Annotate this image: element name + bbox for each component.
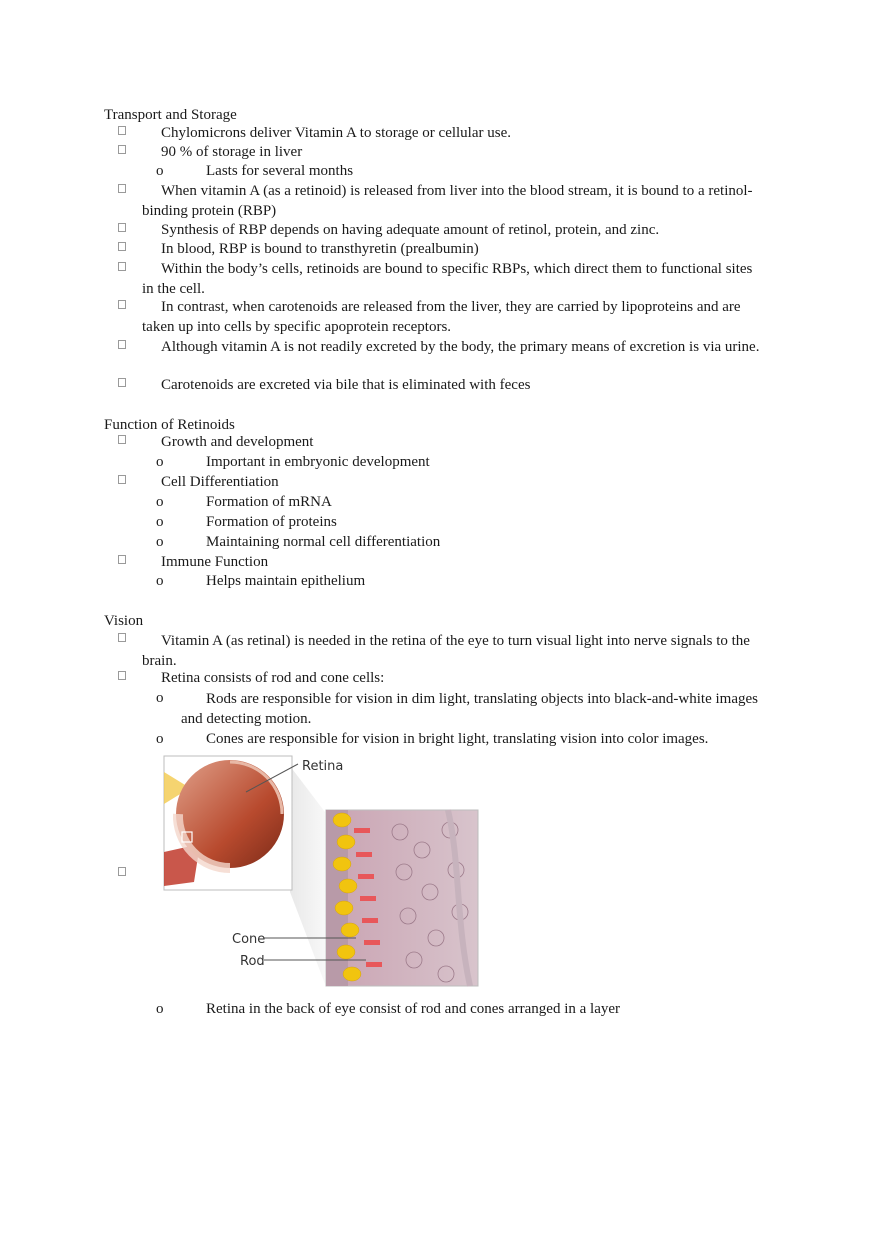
bullet-box: [118, 633, 126, 642]
label-cone: Cone: [232, 932, 266, 947]
sub-list-item: Formation of mRNA: [206, 494, 332, 510]
list-item: Within the body’s cells, retinoids are bound to specific RBPs, which direct them to functional sites in the cell.: [142, 261, 753, 297]
list-item: Retina consists of rod and cone cells:: [161, 670, 385, 686]
list-item: Vitamin A (as retinal) is needed in the retina of the eye to turn visual light into nerve signals to the brain.: [142, 633, 750, 669]
sub-bullet-marker: o: [156, 690, 164, 706]
label-rod: Rod: [240, 954, 265, 969]
bullet-box: [118, 223, 126, 232]
label-retina: Retina: [302, 759, 344, 774]
sub-bullet-marker: o: [156, 534, 164, 550]
sub-list-item: Retina in the back of eye consist of rod and cones arranged in a layer: [206, 1001, 621, 1017]
list-item: 90 % of storage in liver: [161, 144, 303, 160]
section-title-transport: Transport and Storage: [104, 107, 237, 123]
bullet-box: [118, 555, 126, 564]
bullet-box: [118, 435, 126, 444]
section-title-vision: Vision: [104, 613, 144, 629]
bullet-box: [118, 671, 126, 680]
sub-list-item: Helps maintain epithelium: [206, 573, 366, 589]
sub-bullet-marker: o: [156, 1001, 164, 1017]
sub-list-item: Lasts for several months: [206, 163, 354, 179]
sub-bullet-marker: o: [156, 163, 164, 179]
bullet-box: [118, 867, 126, 876]
bullet-box: [118, 126, 126, 135]
bullet-box: [118, 300, 126, 309]
list-item: Although vitamin A is not readily excreted by the body, the primary means of excretion is via urine.: [161, 339, 760, 355]
section-title-function: Function of Retinoids: [104, 417, 235, 433]
sub-list-item: Maintaining normal cell differentiation: [206, 534, 441, 550]
sub-bullet-marker: o: [156, 731, 164, 747]
sub-bullet-marker: o: [156, 573, 164, 589]
bullet-box: [118, 340, 126, 349]
bullet-box: [118, 475, 126, 484]
list-item: Immune Function: [161, 554, 269, 570]
retina-figure: [160, 752, 520, 992]
sub-bullet-marker: o: [156, 454, 164, 470]
bullet-box: [118, 378, 126, 387]
bullet-box: [118, 242, 126, 251]
list-item: Chylomicrons deliver Vitamin A to storage or cellular use.: [161, 125, 512, 141]
list-item: Synthesis of RBP depends on having adequate amount of retinol, protein, and zinc.: [161, 222, 660, 238]
bullet-box: [118, 184, 126, 193]
sub-bullet-marker: o: [156, 494, 164, 510]
list-item: When vitamin A (as a retinoid) is released from liver into the blood stream, it is bound to a retinol-binding protein (RBP): [142, 183, 753, 219]
sub-list-item: Important in embryonic development: [206, 454, 430, 470]
sub-list-item: Formation of proteins: [206, 514, 337, 530]
list-item: Growth and development: [161, 434, 314, 450]
list-item: In blood, RBP is bound to transthyretin (prealbumin): [161, 241, 479, 257]
sub-list-item: Rods are responsible for vision in dim light, translating objects into black-and-white images and detecting motion.: [181, 691, 758, 727]
list-item: Cell Differentiation: [161, 474, 279, 490]
retina-illustration: [160, 752, 520, 992]
list-item: In contrast, when carotenoids are released from the liver, they are carried by lipoproteins and are taken up into cells by specific apoprotein receptors.: [142, 299, 741, 335]
bullet-box: [118, 262, 126, 271]
sub-bullet-marker: o: [156, 514, 164, 530]
sub-list-item: Cones are responsible for vision in bright light, translating vision into color images.: [206, 731, 709, 747]
list-item: Carotenoids are excreted via bile that is eliminated with feces: [161, 377, 531, 393]
bullet-box: [118, 145, 126, 154]
